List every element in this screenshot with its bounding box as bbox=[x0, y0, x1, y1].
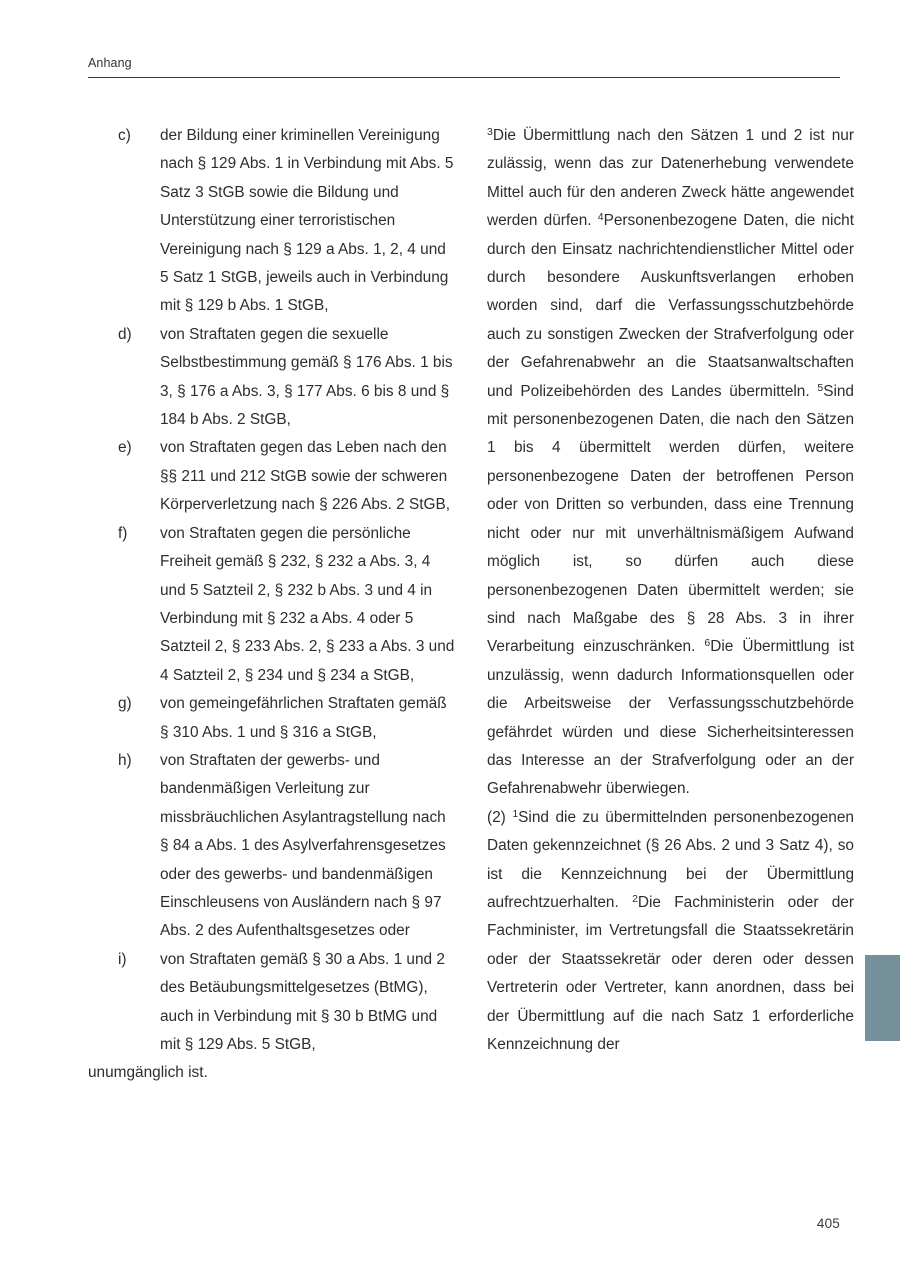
sentence-text: Sind die zu übermittelnden personenbezogenen Daten gekennzeichnet (§ 26 Abs. 2 und 3 Satz 4), so ist die Kennzeichnung bei der Übermittlung aufrechtzuerhalten. bbox=[487, 808, 854, 911]
list-item-marker: d) bbox=[118, 325, 132, 343]
edge-thumb-tab bbox=[865, 955, 900, 1041]
list-item bbox=[118, 747, 455, 946]
lettered-list bbox=[88, 122, 455, 1059]
list-item bbox=[118, 520, 455, 690]
body-paragraph bbox=[487, 122, 854, 804]
running-header bbox=[88, 56, 840, 78]
list-item bbox=[118, 122, 455, 321]
body-paragraph bbox=[487, 804, 854, 1060]
sentence-number-superscript: 6 bbox=[704, 638, 711, 650]
list-item-marker: i) bbox=[118, 950, 127, 968]
list-item-marker: f) bbox=[118, 524, 128, 542]
sentence-text: Die Fachministerin oder der Fachminister, im Vertretungsfall die Staatssekretärin oder der Staatssekretär oder deren oder dessen Vertreterin oder Vertreter, kann anordnen, dass bei der Übermittlung auf die nach Satz 1 erforderliche Kennzeichnung der bbox=[487, 893, 854, 1053]
running-header-label: Anhang bbox=[88, 56, 132, 70]
list-item-text: von Straftaten gegen die sexuelle Selbstbestimmung gemäß § 176 Abs. 1 bis 3, § 176 a Abs. 3, § 177 Abs. 6 bis 8 und § 184 b Abs. 2 StGB, bbox=[160, 325, 453, 429]
list-item bbox=[118, 321, 455, 435]
sentence-text: Personenbezogene Daten, die nicht durch den Einsatz nachrichtendienstlicher Mittel oder durch besondere Auskunftsverlangen erhoben worden sind, darf die Verfassungsschutzbehörde auch zu sonstigen Zwecken der Strafverfolgung oder der Gefahrenabwehr an die Staatsanwaltschaften und Polizeibehörden des Landes übermitteln. bbox=[487, 212, 854, 400]
list-item-marker: g) bbox=[118, 695, 132, 713]
sentence-number-superscript: 3 bbox=[487, 126, 493, 138]
list-item bbox=[118, 946, 455, 1060]
sentence-number-superscript: 4 bbox=[597, 211, 604, 223]
list-closing-line: unumgänglich ist. bbox=[88, 1064, 208, 1082]
left-text-column bbox=[88, 122, 455, 1088]
list-item-text: von Straftaten gegen die persönliche Freiheit gemäß § 232, § 232 a Abs. 3, 4 und 5 Satzteil 2, § 232 b Abs. 3 und 4 in Verbindung mit § 232 a Abs. 4 oder 5 Satzteil 2, § 233 Abs. 2, § 233 a Abs. 3 und 4 Satzteil 2, § 234 und § 234 a StGB, bbox=[160, 524, 455, 684]
sentence-number-superscript: 1 bbox=[512, 808, 519, 820]
list-item-text: von Straftaten der gewerbs- und bandenmäßigen Verleitung zur missbräuchlichen Asylantragstellung nach § 84 a Abs. 1 des Asylverfahrensgesetzes oder des gewerbs- und bandenmäßigen Einschleusens von Ausländern nach § 97 Abs. 2 des Aufenthaltsgesetzes oder bbox=[160, 751, 446, 940]
list-item-text: von Straftaten gegen das Leben nach den §§ 211 und 212 StGB sowie der schweren Körperverletzung nach § 226 Abs. 2 StGB, bbox=[160, 439, 451, 514]
sentence-number-superscript: 2 bbox=[632, 893, 638, 905]
header-divider-rule bbox=[88, 77, 840, 78]
list-item-marker: c) bbox=[118, 127, 131, 144]
sentence-text: Die Übermittlung nach den Sätzen 1 und 2 ist nur zulässig, wenn das zur Datenerhebung verwendete Mittel auch für den anderen Zweck hätte angewendet werden dürfen. bbox=[487, 127, 854, 230]
sentence-number-superscript: 5 bbox=[817, 382, 824, 394]
list-item-text: der Bildung einer kriminellen Vereinigung nach § 129 Abs. 1 in Verbindung mit Abs. 5 Satz 3 StGB sowie die Bildung und Unterstützung einer terroristischen Vereinigung nach § 129 a Abs. 1, 2, 4 und 5 Satz 1 StGB, jeweils auch in Verbindung mit § 129 b Abs. 1 StGB, bbox=[160, 127, 454, 315]
page-number: 405 bbox=[816, 1216, 840, 1231]
right-text-column bbox=[487, 122, 854, 1088]
list-item bbox=[118, 434, 455, 519]
sentence-text: Sind mit personenbezogenen Daten, die nach den Sätzen 1 bis 4 übermittelt werden dürfen, weitere personenbezogene Daten der betroffenen Person oder von Dritten so verbunden, dass eine Trennung nicht oder nur mit unverhältnismäßigem Aufwand möglich ist, so dürfen auch diese personenbezogenen Daten übermittelt werden; sie sind nach Maßgabe des § 28 Abs. 3 in ihrer Verarbeitung einzuschränken. bbox=[487, 382, 854, 656]
list-item-text: von Straftaten gemäß § 30 a Abs. 1 und 2 des Betäubungsmittelgesetzes (BtMG), auch in Verbindung mit § 30 b BtMG und mit § 129 Abs. 5 StGB, bbox=[160, 950, 445, 1053]
text-columns bbox=[88, 122, 854, 1088]
sentence-text: Die Übermittlung ist unzulässig, wenn dadurch Informationsquellen oder die Arbeitsweise der Verfassungsschutzbehörde gefährdet würden und diese Sicherheitsinteressen das Interesse an der Strafverfolgung oder an der Gefahrenabwehr überwiegen. bbox=[487, 638, 854, 798]
list-item-marker: e) bbox=[118, 439, 132, 457]
list-item-text: von gemeingefährlichen Straftaten gemäß § 310 Abs. 1 und § 316 a StGB, bbox=[160, 695, 447, 741]
list-item-marker: h) bbox=[118, 751, 132, 769]
paragraph-number: (2) bbox=[487, 808, 513, 826]
list-item bbox=[118, 690, 455, 747]
